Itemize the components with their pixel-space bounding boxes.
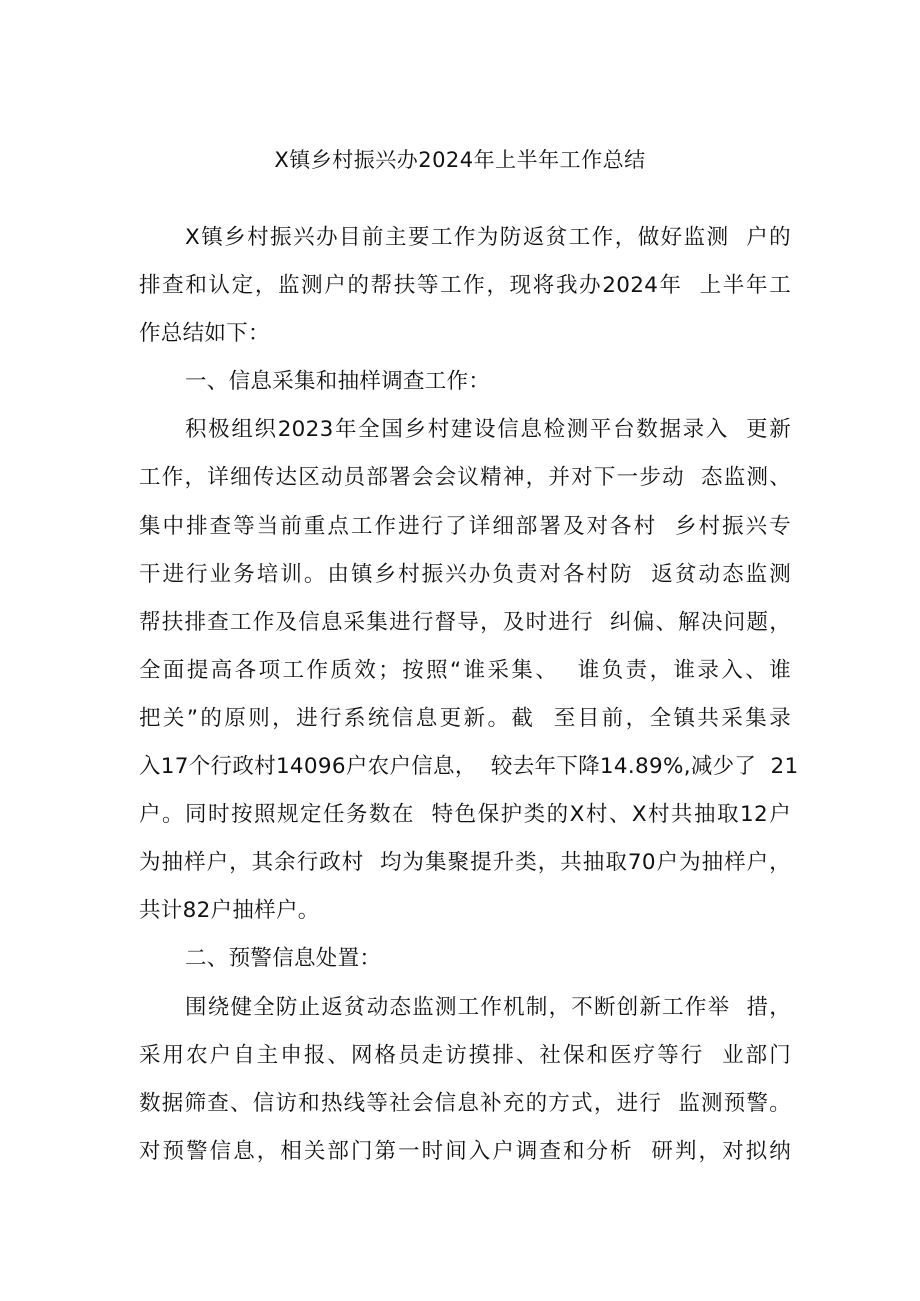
paragraph-line: 采用农户自主申报、网格员走访摸排、社保和医疗等行 业部门 <box>139 1042 791 1068</box>
paragraph-line: 干进行业务培训。由镇乡村振兴办负责对各村防 返贫动态监测 <box>139 561 791 587</box>
paragraph-line: 工作，详细传达区动员部署会会议精神，并对下一步动 态监测、 <box>139 465 791 491</box>
paragraph-line: 共计82户抽样户。 <box>139 898 320 924</box>
paragraph-line: 为抽样户，其余行政村 均为集聚提升类，共抽取70户为抽样户， <box>139 850 791 876</box>
paragraph-line: 积极组织2023年全国乡村建设信息检测平台数据录入 更新 <box>185 417 791 443</box>
paragraph-line: 排查和认定，监测户的帮扶等工作，现将我办2024年 上半年工 <box>139 273 791 299</box>
paragraph-line: 数据筛查、信访和热线等社会信息补充的方式，进行 监测预警。 <box>139 1090 791 1116</box>
paragraph-line: 对预警信息，相关部门第一时间入户调查和分析 研判，对拟纳 <box>139 1138 791 1164</box>
paragraph-line: 全面提高各项工作质效；按照“谁采集、 谁负责，谁录入、谁 <box>139 657 791 683</box>
section-heading: 二、预警信息处置： <box>185 946 382 972</box>
section-heading: 一、信息采集和抽样调查工作： <box>185 369 491 395</box>
document-body <box>139 214 799 1176</box>
document-title: X镇乡村振兴办2024年上半年工作总结 <box>274 148 646 172</box>
paragraph-line: 户。同时按照规定任务数在 特色保护类的X村、X村共抽取12户 <box>139 802 791 828</box>
paragraph-line: 帮扶排查工作及信息采集进行督导，及时进行 纠偏、解决问题， <box>139 609 791 635</box>
paragraph-line: 围绕健全防止返贫动态监测工作机制，不断创新工作举 措， <box>185 994 791 1020</box>
paragraph-line: 把关”的原则，进行系统信息更新。截 至目前，全镇共采集录 <box>139 705 791 731</box>
paragraph-line: 作总结如下： <box>139 321 270 347</box>
paragraph-line: 入17个行政村14096户农户信息， 较去年下降14.89%,减少了 21 <box>139 754 799 780</box>
paragraph-line: X镇乡村振兴办目前主要工作为防返贫工作，做好监测 户的 <box>185 225 791 250</box>
paragraph-line: 集中排查等当前重点工作进行了详细部署及对各村 乡村振兴专 <box>139 513 791 539</box>
